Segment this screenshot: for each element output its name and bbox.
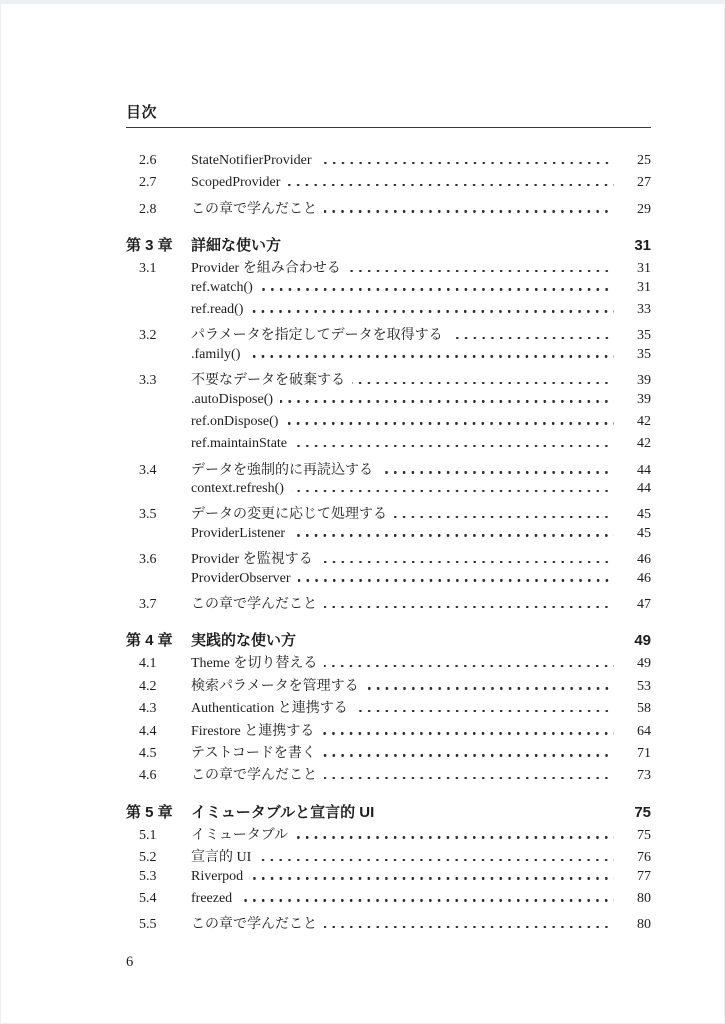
toc-content: [126, 4, 651, 936]
entry-page: 49: [637, 656, 651, 672]
entry-page: 45: [637, 525, 651, 541]
entry-title: Theme を切り替える: [191, 656, 318, 672]
toc-entry-row: [126, 302, 651, 324]
entry-title: この章で学んだこと: [191, 917, 317, 933]
entry-title: この章で学んだこと: [191, 201, 317, 217]
entry-title: StateNotifierProvider: [191, 153, 312, 168]
entry-page: 47: [637, 597, 651, 613]
dot-leader: [292, 534, 614, 537]
entry-title: context.refresh(): [191, 481, 284, 497]
toc-entry-row: [126, 324, 651, 346]
entry-title: .family(): [191, 346, 241, 362]
entry-title: freezed: [191, 890, 233, 906]
entry-page: 76: [637, 850, 651, 866]
dot-leader: [366, 687, 614, 690]
dot-leader: [380, 471, 614, 474]
dot-leader: [295, 836, 614, 839]
entry-title: イミュータブル: [191, 827, 289, 843]
entry-number: 4.3: [139, 701, 157, 717]
entry-page: 39: [637, 391, 651, 407]
toc-entry-row: [126, 824, 651, 846]
entry-page: 75: [634, 803, 651, 821]
entry-number: 5.5: [139, 917, 157, 933]
entry-title: ProviderObserver: [191, 570, 291, 586]
entry-title: Firestore と連携する: [191, 723, 315, 739]
dot-leader: [319, 162, 614, 165]
entry-title: テストコードを書く: [191, 745, 316, 761]
entry-page: 31: [637, 279, 651, 295]
toc-entry-row: [126, 652, 651, 674]
entry-number: 2.8: [139, 201, 157, 217]
page-number: 6: [126, 954, 134, 970]
entry-title: Provider を組み合わせる: [191, 261, 341, 277]
toc-entry-row: [126, 436, 651, 458]
entry-page: 31: [637, 261, 651, 277]
entry-title: 実践的な使い方: [191, 632, 297, 650]
entry-page: 53: [637, 678, 651, 694]
page-title: 目次: [126, 104, 158, 121]
dot-leader: [250, 877, 614, 880]
entry-title: 宣言的 UI: [191, 850, 252, 866]
toc-entry-row: [126, 913, 651, 935]
entry-number: 4.5: [139, 745, 157, 761]
entry-number: 3.5: [139, 507, 157, 523]
entry-number: 4.6: [139, 768, 157, 784]
entry-page: 27: [637, 175, 651, 191]
dot-leader: [320, 561, 614, 564]
dot-leader: [321, 732, 614, 735]
toc-entry-row: [126, 503, 651, 525]
dot-leader: [324, 210, 614, 213]
toc-entry-row: [126, 526, 651, 548]
toc-entry-row: [126, 846, 651, 868]
dot-leader: [285, 422, 614, 425]
entry-title: 検索パラメータを管理する: [191, 678, 359, 694]
toc-entry-row: [126, 153, 651, 175]
entry-title: Authentication と連携する: [191, 701, 348, 717]
entry-title: ProviderListener: [191, 525, 286, 541]
toc-chapter-row: [126, 629, 651, 652]
toc-entry-row: [126, 198, 651, 220]
entry-page: 80: [637, 917, 651, 933]
dot-leader: [324, 926, 614, 929]
entry-number: 第 4 章: [126, 632, 173, 650]
entry-number: 5.1: [139, 827, 157, 843]
dot-leader: [258, 859, 614, 862]
entry-title: 不要なデータを破棄する: [191, 373, 345, 389]
entry-number: 3.7: [139, 597, 157, 613]
entry-number: 5.3: [139, 868, 157, 884]
entry-number: 5.2: [139, 850, 157, 866]
entry-title: Provider を監視する: [191, 552, 313, 568]
toc-entry-row: [126, 742, 651, 764]
toc-entry-row: [126, 392, 651, 414]
entry-number: 3.1: [139, 261, 157, 277]
toc-chapter-row: [126, 234, 651, 257]
toc-entry-row: [126, 257, 651, 279]
entry-title: ref.onDispose(): [191, 413, 279, 429]
entry-page: 44: [637, 462, 651, 478]
toc-entry-row: [126, 675, 651, 697]
dot-leader: [250, 310, 614, 313]
entry-title: イミュータブルと宣言的 UI: [191, 803, 375, 821]
dot-leader: [324, 665, 614, 668]
toc-chapter-row: [126, 801, 651, 824]
entry-number: 3.2: [139, 328, 157, 344]
dot-leader: [355, 710, 614, 713]
entry-title: ref.watch(): [191, 279, 253, 295]
entry-number: 3.4: [139, 462, 157, 478]
entry-page: 45: [637, 507, 651, 523]
entry-page: 42: [637, 413, 651, 429]
entry-page: 77: [637, 868, 651, 884]
toc-entry-row: [126, 697, 651, 719]
entry-number: 4.1: [139, 656, 157, 672]
entry-page: 39: [637, 373, 651, 389]
entry-page: 42: [637, 436, 651, 452]
entry-page: 29: [637, 201, 651, 217]
entry-title: ScopedProvider: [191, 175, 281, 191]
dot-leader: [280, 400, 614, 403]
entry-number: 4.2: [139, 678, 157, 694]
dot-leader: [294, 445, 614, 448]
dot-leader: [348, 270, 614, 273]
dot-leader: [298, 579, 614, 582]
toc-entry-row: [126, 175, 651, 197]
dot-leader: [450, 337, 614, 340]
dot-leader: [239, 899, 614, 902]
toc-entry-row: [126, 481, 651, 503]
entry-page: 71: [637, 745, 651, 761]
toc-entry-row: [126, 571, 651, 593]
dot-leader: [291, 490, 614, 493]
entry-title: データを強制的に再読込する: [191, 462, 373, 478]
dot-leader: [247, 355, 614, 358]
entry-page: 44: [637, 481, 651, 497]
toc-entry-row: [126, 347, 651, 369]
toc-entry-row: [126, 280, 651, 302]
entry-page: 64: [637, 723, 651, 739]
entry-number: 4.4: [139, 723, 157, 739]
entry-page: 33: [637, 301, 651, 317]
toc-entry-row: [126, 720, 651, 742]
header-rule: [126, 127, 651, 128]
toc-list: [126, 153, 651, 936]
entry-page: 25: [637, 153, 651, 168]
toc-entry-row: [126, 593, 651, 615]
entry-title: この章で学んだこと: [191, 768, 317, 784]
entry-title: 詳細な使い方: [191, 237, 282, 255]
toc-entry-row: [126, 548, 651, 570]
dot-leader: [287, 184, 614, 187]
entry-page: 35: [637, 346, 651, 362]
entry-title: この章で学んだこと: [191, 597, 317, 613]
entry-page: 35: [637, 328, 651, 344]
document-page: [1, 4, 724, 1023]
entry-number: 3.6: [139, 552, 157, 568]
entry-title: データの変更に応じて処理する: [191, 507, 387, 523]
toc-entry-row: [126, 869, 651, 891]
entry-title: ref.read(): [191, 301, 244, 317]
entry-title: .autoDispose(): [191, 391, 274, 407]
dot-leader: [324, 777, 614, 780]
entry-number: 3.3: [139, 373, 157, 389]
entry-page: 80: [637, 890, 651, 906]
entry-page: 31: [634, 237, 651, 255]
entry-title: ref.maintainState: [191, 436, 288, 452]
entry-number: 2.6: [139, 153, 157, 168]
entry-title: パラメータを指定してデータを取得する: [191, 328, 443, 344]
dot-leader: [394, 516, 614, 519]
entry-number: 第 5 章: [126, 803, 173, 821]
entry-page: 49: [634, 632, 651, 650]
dot-leader: [324, 606, 614, 609]
toc-entry-row: [126, 764, 651, 786]
toc-entry-row: [126, 891, 651, 913]
entry-page: 58: [637, 701, 651, 717]
dot-leader: [260, 288, 614, 291]
entry-number: 5.4: [139, 890, 157, 906]
toc-entry-row: [126, 459, 651, 481]
dot-leader: [323, 754, 614, 757]
entry-page: 46: [637, 552, 651, 568]
entry-title: Riverpod: [191, 868, 244, 884]
toc-entry-row: [126, 414, 651, 436]
dot-leader: [352, 382, 614, 385]
entry-page: 73: [637, 768, 651, 784]
entry-number: 第 3 章: [126, 237, 173, 255]
entry-page: 46: [637, 570, 651, 586]
entry-number: 2.7: [139, 175, 157, 191]
toc-entry-row: [126, 369, 651, 391]
entry-page: 75: [637, 827, 651, 843]
